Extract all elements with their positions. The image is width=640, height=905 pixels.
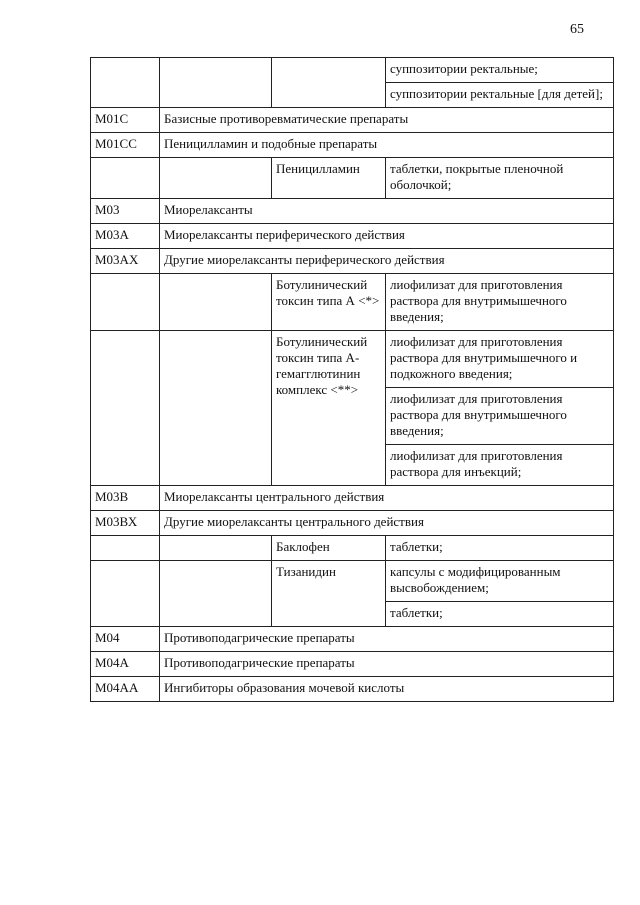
- drug-cell: Тизанидин: [272, 561, 386, 627]
- code-cell: [91, 58, 160, 108]
- table-row: [91, 199, 614, 224]
- code-cell: М03АХ: [91, 249, 160, 274]
- table-row: [91, 58, 614, 83]
- table-row: [91, 108, 614, 133]
- code-cell: М03А: [91, 224, 160, 249]
- group-name-cell: Противоподагрические препараты: [160, 627, 614, 652]
- table-row: [91, 511, 614, 536]
- group-name-cell: Противоподагрические препараты: [160, 652, 614, 677]
- form-cell: капсулы с модифицированным высвобождением;: [386, 561, 614, 602]
- drug-cell: Ботулинический токсин типа А-гемагглютинин комплекс <**>: [272, 331, 386, 486]
- drug-cell: Баклофен: [272, 536, 386, 561]
- code-cell: М03: [91, 199, 160, 224]
- table-row: [91, 224, 614, 249]
- group-name-cell: Ингибиторы образования мочевой кислоты: [160, 677, 614, 702]
- code-cell: [91, 561, 160, 627]
- code-cell: М03ВХ: [91, 511, 160, 536]
- form-cell: лиофилизат для приготовления раствора для инъекций;: [386, 445, 614, 486]
- code-cell: М03В: [91, 486, 160, 511]
- group-cell: [160, 274, 272, 331]
- group-cell: [160, 158, 272, 199]
- form-cell: лиофилизат для приготовления раствора для внутримышечного введения;: [386, 274, 614, 331]
- form-cell: лиофилизат для приготовления раствора для внутримышечного введения;: [386, 388, 614, 445]
- code-cell: [91, 331, 160, 486]
- table-row: [91, 486, 614, 511]
- table-row: [91, 133, 614, 158]
- group-name-cell: Пеницилламин и подобные препараты: [160, 133, 614, 158]
- drug-cell: Ботулинический токсин типа А <*>: [272, 274, 386, 331]
- group-name-cell: Базисные противоревматические препараты: [160, 108, 614, 133]
- group-cell: [160, 561, 272, 627]
- code-cell: [91, 274, 160, 331]
- table-row: [91, 158, 614, 199]
- table-row: [91, 274, 614, 331]
- code-cell: [91, 536, 160, 561]
- table-row: [91, 331, 614, 388]
- group-name-cell: Миорелаксанты центрального действия: [160, 486, 614, 511]
- form-cell: суппозитории ректальные [для детей];: [386, 83, 614, 108]
- table-row: [91, 561, 614, 602]
- table-row: [91, 677, 614, 702]
- code-cell: М01СС: [91, 133, 160, 158]
- drug-cell: [272, 58, 386, 108]
- form-cell: таблетки, покрытые пленочной оболочкой;: [386, 158, 614, 199]
- table-row: [91, 249, 614, 274]
- table-row: [91, 627, 614, 652]
- form-cell: лиофилизат для приготовления раствора для внутримышечного и подкожного введения;: [386, 331, 614, 388]
- table-row: [91, 652, 614, 677]
- group-name-cell: Другие миорелаксанты центрального действия: [160, 511, 614, 536]
- form-cell: таблетки;: [386, 602, 614, 627]
- code-cell: М04: [91, 627, 160, 652]
- drug-cell: Пеницилламин: [272, 158, 386, 199]
- code-cell: М04А: [91, 652, 160, 677]
- code-cell: М01С: [91, 108, 160, 133]
- group-cell: [160, 331, 272, 486]
- code-cell: М04АА: [91, 677, 160, 702]
- group-cell: [160, 58, 272, 108]
- form-cell: суппозитории ректальные;: [386, 58, 614, 83]
- form-cell: таблетки;: [386, 536, 614, 561]
- page-number: 65: [570, 22, 584, 37]
- code-cell: [91, 158, 160, 199]
- group-name-cell: Другие миорелаксанты периферического действия: [160, 249, 614, 274]
- group-cell: [160, 536, 272, 561]
- group-name-cell: Миорелаксанты: [160, 199, 614, 224]
- group-name-cell: Миорелаксанты периферического действия: [160, 224, 614, 249]
- drug-table: [90, 57, 614, 702]
- table-row: [91, 536, 614, 561]
